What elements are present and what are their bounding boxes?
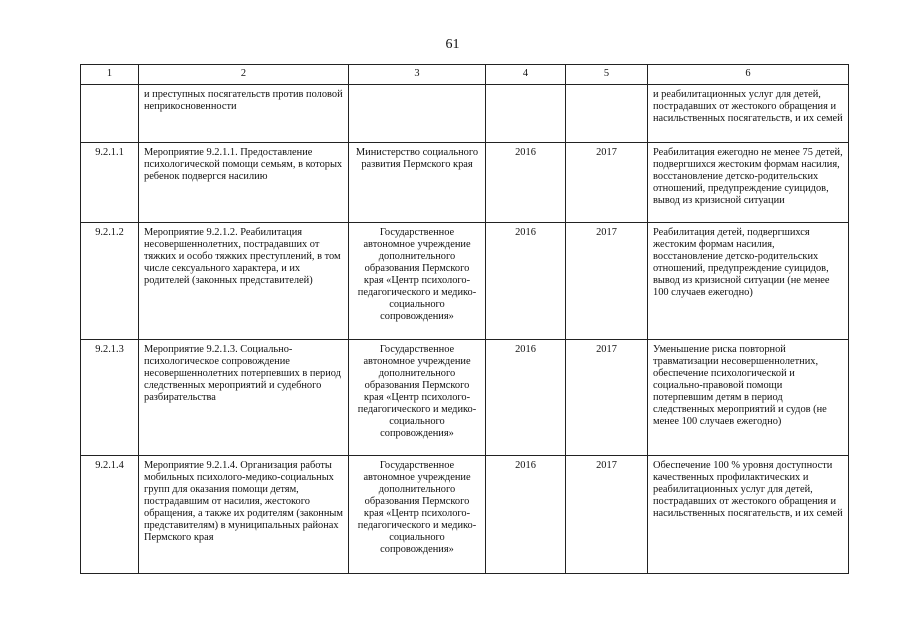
event-cell: Мероприятие 9.2.1.4. Организация работы мобильных психолого-медико-социальных групп для оказания помощи детям, пострадавшим от насилия, жестокого обращения, а также их родителям (законным представителям) в муниципальных районах Пермского края bbox=[139, 456, 349, 574]
start-year-cell: 2016 bbox=[486, 223, 566, 340]
page-number: 61 bbox=[445, 37, 460, 52]
start-year-cell bbox=[486, 85, 566, 143]
header-cell: 4 bbox=[486, 65, 566, 85]
result-cell: Реабилитация ежегодно не менее 75 детей, подвергшихся жестоким формам насилия, восстановление детско-родительских отношений, предупреждение суицидов, вывод из кризисной ситуации bbox=[648, 143, 849, 223]
executor-cell bbox=[349, 85, 486, 143]
executor-cell: Государственное автономное учреждение дополнительного образования Пермского края «Центр психолого-педагогического и медико-социального сопровождения» bbox=[349, 223, 486, 340]
end-year-cell: 2017 bbox=[566, 223, 648, 340]
table-row bbox=[81, 223, 849, 340]
measures-table bbox=[80, 64, 849, 574]
executor-cell: Государственное автономное учреждение дополнительного образования Пермского края «Центр психолого-педагогического и медико-социального сопровождения» bbox=[349, 340, 486, 456]
table-row bbox=[81, 456, 849, 574]
result-cell: Уменьшение риска повторной травматизации несовершеннолетних, обеспечение психологической и социально-правовой помощи потерпевшим детям в период следственных мероприятий и судов (не менее 100 случаев ежегодно) bbox=[648, 340, 849, 456]
result-cell: Обеспечение 100 % уровня доступности качественных профилактических и реабилитационных услуг для детей, пострадавших от жестокого обращения и насильственных посягательств, и их семей bbox=[648, 456, 849, 574]
header-cell: 6 bbox=[648, 65, 849, 85]
code-cell: 9.2.1.1 bbox=[81, 143, 139, 223]
table-header-row bbox=[81, 65, 849, 85]
header-cell: 5 bbox=[566, 65, 648, 85]
executor-cell: Государственное автономное учреждение дополнительного образования Пермского края «Центр психолого-педагогического и медико-социального сопровождения» bbox=[349, 456, 486, 574]
table-row bbox=[81, 85, 849, 143]
header-cell: 3 bbox=[349, 65, 486, 85]
start-year-cell: 2016 bbox=[486, 143, 566, 223]
start-year-cell: 2016 bbox=[486, 340, 566, 456]
table-row bbox=[81, 143, 849, 223]
event-cell: Мероприятие 9.2.1.2. Реабилитация несовершеннолетних, пострадавших от тяжких и особо тяжких преступлений, в том числе сексуального характера, и их родителей (законных представителей) bbox=[139, 223, 349, 340]
table-row bbox=[81, 340, 849, 456]
event-cell: и преступных посягательств против половой неприкосновенности bbox=[139, 85, 349, 143]
code-cell bbox=[81, 85, 139, 143]
result-cell: Реабилитация детей, подвергшихся жестоким формам насилия, восстановление детско-родительских отношений, предупреждение суицидов, вывод из кризисной ситуации (не менее 100 случаев ежегодно) bbox=[648, 223, 849, 340]
end-year-cell: 2017 bbox=[566, 456, 648, 574]
header-cell: 1 bbox=[81, 65, 139, 85]
result-cell: и реабилитационных услуг для детей, пострадавших от жестокого обращения и насильственных посягательств, и их семей bbox=[648, 85, 849, 143]
code-cell: 9.2.1.3 bbox=[81, 340, 139, 456]
event-cell: Мероприятие 9.2.1.3. Социально-психологическое сопровождение несовершеннолетних потерпевших в период следственных мероприятий и судебного разбирательства bbox=[139, 340, 349, 456]
end-year-cell: 2017 bbox=[566, 340, 648, 456]
code-cell: 9.2.1.4 bbox=[81, 456, 139, 574]
executor-cell: Министерство социального развития Пермского края bbox=[349, 143, 486, 223]
event-cell: Мероприятие 9.2.1.1. Предоставление психологической помощи семьям, в которых ребенок подвергся насилию bbox=[139, 143, 349, 223]
end-year-cell: 2017 bbox=[566, 143, 648, 223]
header-cell: 2 bbox=[139, 65, 349, 85]
end-year-cell bbox=[566, 85, 648, 143]
code-cell: 9.2.1.2 bbox=[81, 223, 139, 340]
start-year-cell: 2016 bbox=[486, 456, 566, 574]
